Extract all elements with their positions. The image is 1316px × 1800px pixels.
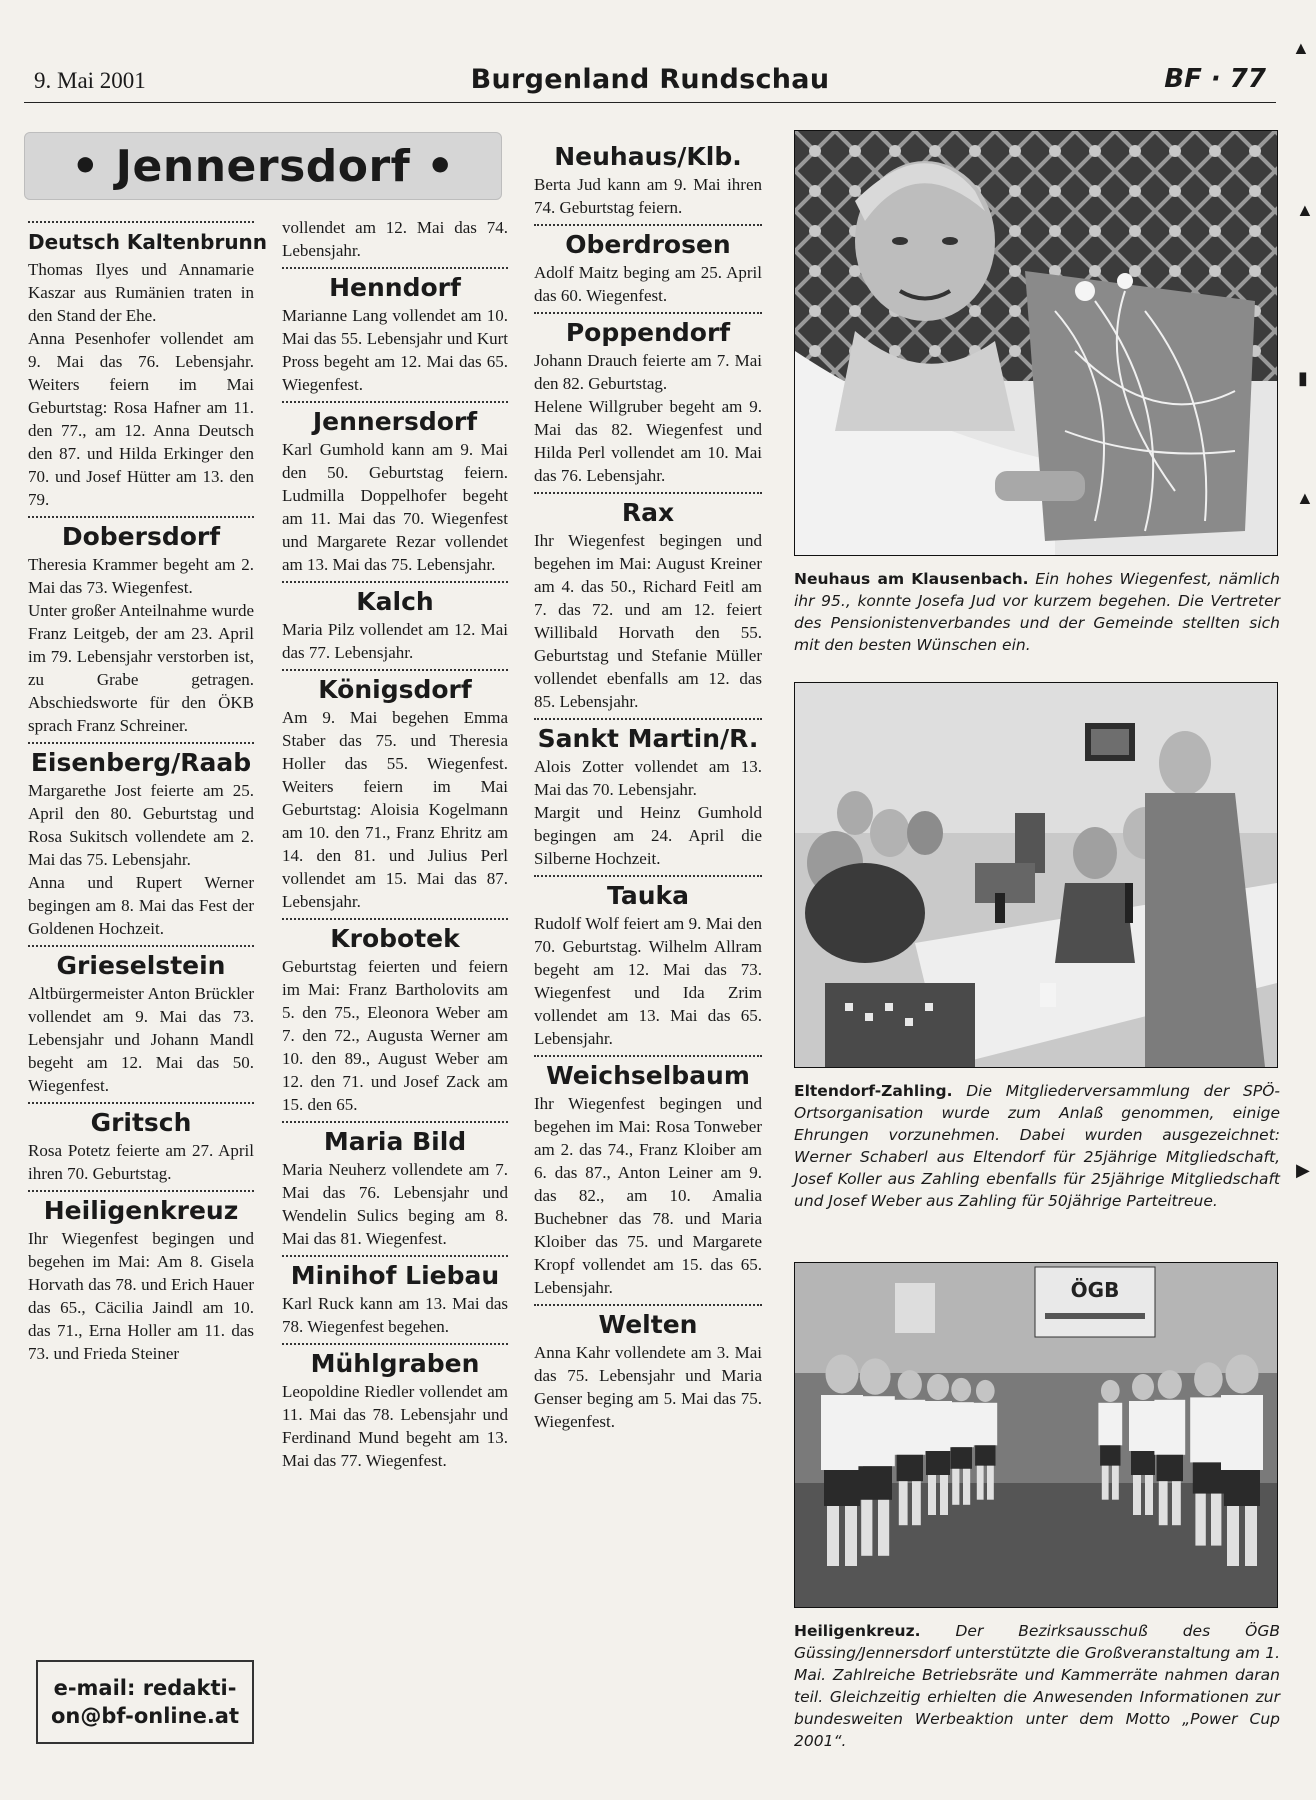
caption-heiligenkreuz-text: Der Bezirksausschuß des ÖGB Güssing/Jennersdorf unterstützte die Großveranstaltung am 1. Mai. Zahlreiche Betriebsräte und Kammerräte nahmen daran teil. Gleichzeitig erhielten die Anwesenden Informationen zur bundesweiten Werbeaktion unter dem Motto „Power Cup 2001“. [794,1622,1280,1750]
section-text: Margit und Heinz Gumhold begingen am 24. April die Silberne Hochzeit. [534,803,762,868]
section-col2 [282,669,508,913]
section-col3 [534,1055,762,1299]
section-heading: Gritsch [90,1108,192,1137]
section-col2 [282,581,508,664]
section-col2 [282,267,508,396]
section-text: Theresia Krammer begeht am 2. Mai das 73. Wiegenfest. [28,555,254,597]
photo-eltendorf [794,682,1278,1068]
section-heading: Sankt Martin/R. [537,724,759,753]
section-heading: Krobotek [330,924,460,953]
continued-text: vollendet am 12. Mai das 74. Lebensjahr. [282,218,508,260]
section-col1 [28,1190,254,1365]
section-col1 [28,742,254,940]
section-heading: Maria Bild [323,1127,467,1156]
photo-neuhaus-image [795,131,1277,555]
email-line-1: e-mail: redakti- [53,1676,237,1700]
section-banner: • Jennersdorf • [24,132,502,200]
section-text: Helene Willgruber begeht am 9. Mai das 82. Wiegenfest und Hilda Perl vollendet am 10. Mai das 76. Lebensjahr. [534,397,762,485]
section-col3 [534,142,762,219]
section-text: Berta Jud kann am 9. Mai ihren 74. Geburtstag feiern. [534,175,762,217]
section-text: Leopoldine Riedler vollendet am 11. Mai das 78. Lebensjahr und Ferdinand Mund begeht am 13. Mai das 77. Wiegenfest. [282,1382,508,1470]
email-line-2: on@bf-online.at [50,1704,240,1728]
section-text: Thomas Ilyes und Annamarie Kaszar aus Rumänien traten in den Stand der Ehe. [28,260,254,325]
section-heading: Weichselbaum [546,1061,750,1090]
sign-oegb: ÖGB [1070,1278,1120,1302]
section-heading: Deutsch Kaltenbrunn [28,230,268,254]
caption-heiligenkreuz [794,1620,1280,1752]
section-col1 [28,516,254,737]
section-heading: Mühlgraben [310,1349,480,1378]
photo-eltendorf-image [795,683,1277,1067]
caption-neuhaus-lead: Neuhaus am Klausenbach. [794,570,1029,588]
scan-mark: ▶ [1296,1160,1310,1180]
section-heading: Poppendorf [565,318,731,347]
section-col1 [28,1102,254,1185]
column-3 [534,142,762,1433]
scan-mark: ▲ [1296,488,1314,508]
caption-neuhaus-text: Ein hohes Wiegenfest, nämlich ihr 95., konnte Josefa Jud vor kurzem begehen. Die Vertreter des Pensionistenverbandes und der Gemeinde stellten sich mit den besten Wünschen ein. [794,570,1280,654]
section-col3 [534,1304,762,1433]
section-heading: Tauka [607,881,689,910]
section-heading: Welten [598,1310,698,1339]
newspaper-title: Burgenland Rundschau [470,64,830,95]
section-heading: Minihof Liebau [290,1261,500,1290]
section-heading: Heiligenkreuz [43,1196,239,1225]
caption-eltendorf-lead: Eltendorf-Zahling. [794,1082,953,1100]
section-col3 [534,312,762,487]
section-col2 [282,1255,508,1338]
caption-heiligenkreuz-lead: Heiligenkreuz. [794,1622,921,1640]
section-col3 [534,224,762,307]
section-heading: Kalch [356,587,434,616]
section-text: Anna und Rupert Werner begingen am 8. Mai das Fest der Goldenen Hochzeit. [28,873,254,938]
section-text: Am 9. Mai begehen Emma Staber das 75. und Theresia Holler das 55. Wiegenfest. Weiters feiern im Mai Geburtstag: Aloisia Kogelmann am 10. den 71., Franz Ehritz am 14. den 81. und Julius Perl vollendet am 15. Mai das 87. Lebensjahr. [282,708,508,911]
section-heading: Eisenberg/Raab [30,748,252,777]
section-heading: Neuhaus/Klb. [554,142,742,171]
section-col2 [282,401,508,576]
page-number: BF · 77 [1164,64,1266,94]
section-heading: Königsdorf [318,675,472,704]
scan-mark: ▲ [1296,200,1314,220]
caption-eltendorf-text: Die Mitgliederversammlung der SPÖ-Ortsorganisation wurde zum Anlaß genommen, einige Ehrungen vorzunehmen. Dabei wurden ausgezeichnet: Werner Schaberl aus Eltendorf für 25jährige Mitgliedschaft, Josef Koller aus Zahling ebenfalls für 25jährige Mitgliedschaft und Josef Weber aus Zahling für 50jährige Parteitreue. [794,1082,1280,1210]
section-text: Margarethe Jost feierte am 25. April den 80. Geburtstag und Rosa Sukitsch vollendete am 2. Mai das 75. Lebensjahr. [28,781,254,869]
section-text: Ihr Wiegenfest begingen und begehen im Mai: August Kreiner am 4. das 50., Richard Feitl am 7. das 72. und am 12. feiert Willibald Horvath den 55. Geburtstag und Stefanie Müller vollendet ebenfalls am 12. das 85. Lebensjahr. [534,531,762,711]
photo-neuhaus [794,130,1278,556]
section-text: Ihr Wiegenfest begingen und begehen im Mai: Rosa Tonweber am 2. das 74., Franz Kloiber am 6. das 87., Anton Leiner am 9. das 82., am 10. Amalia Buchebner das 78. und Maria Kloiber das 75. und Margarete Kropf vollendet am 15. das 65. Lebensjahr. [534,1094,762,1297]
section-col3 [534,492,762,713]
section-text: Marianne Lang vollendet am 10. Mai das 55. Lebensjahr und Kurt Pross begeht am 12. Mai das 65. Wiegenfest. [282,306,508,394]
section-col2 [282,1121,508,1250]
section-text: Johann Drauch feierte am 7. Mai den 82. Geburtstag. [534,351,762,393]
section-text: Unter großer Anteilnahme wurde Franz Leitgeb, der am 23. April im 79. Lebensjahr verstorben ist, zu Grabe getragen. Abschiedsworte für den ÖKB sprach Franz Schreiner. [28,601,254,735]
section-text: Rudolf Wolf feiert am 9. Mai den 70. Geburtstag. Wilhelm Allram begeht am 12. Mai das 73. Wiegenfest und Ida Zrim vollendet am 13. Mai das 65. Lebensjahr. [534,914,762,1048]
section-text: Geburtstag feierten und feiern im Mai: Franz Bartholovits am 5. den 75., Eleonora Weber am 7. den 72., Augusta Werner am 10. den 89., August Weber am 12. den 71. und Josef Zack am 15. den 65. [282,957,508,1114]
section-text: Adolf Maitz beging am 25. April das 60. Wiegenfest. [534,263,762,305]
section-col2 [282,1343,508,1472]
section-text: Karl Gumhold kann am 9. Mai den 50. Geburtstag feiern. Ludmilla Doppelhofer begeht am 11. Mai das 70. Wiegenfest und Margarete Rezar vollendet am 13. Mai das 75. Lebensjahr. [282,440,508,574]
caption-eltendorf [794,1080,1280,1212]
section-text: Ihr Wiegenfest begingen und begehen im Mai: Am 8. Gisela Horvath das 78. und Erich Hauer das 65., Cäcilia Jaindl am 10. das 71., Erna Holler am 11. das 73. und Frieda Steiner [28,1229,254,1363]
section-col3 [534,718,762,870]
section-heading: Grieselstein [56,951,226,980]
section-text: Alois Zotter vollendet am 13. Mai das 70. Lebensjahr. [534,757,762,799]
caption-neuhaus [794,568,1280,656]
section-heading: Dobersdorf [61,522,221,551]
issue-date: 9. Mai 2001 [34,68,146,93]
section-text: Maria Neuherz vollendete am 7. Mai das 76. Lebensjahr und Wendelin Sulics beging am 8. Mai das 81. Wiegenfest. [282,1160,508,1248]
section-text: Altbürgermeister Anton Brückler vollendet am 9. Mai das 73. Lebensjahr und Johann Mandl begeht am 12. Mai das 50. Wiegenfest. [28,984,254,1095]
section-text: Karl Ruck kann am 13. Mai das 78. Wiegenfest begehen. [282,1294,508,1336]
section-heading: Rax [621,498,675,527]
section-heading: Henndorf [329,273,461,302]
section-text: Anna Kahr vollendete am 3. Mai das 75. Lebensjahr und Maria Genser beging am 5. Mai das 75. Wiegenfest. [534,1343,762,1431]
section-text: Maria Pilz vollendet am 12. Mai das 77. Lebensjahr. [282,620,508,662]
section-heading: Jennersdorf [312,407,478,436]
section-col3 [534,875,762,1050]
section-text: Anna Pesenhofer vollendet am 9. Mai das 76. Lebensjahr. Weiters feiern im Mai Geburtstag: Rosa Hafner am 11. den 77., am 12. Anna Deutsch den 87. und Hilda Erkinger den 70. und Josef Hütter am 13. den 79. [28,329,254,509]
section-text: Rosa Potetz feierte am 27. April ihren 70. Geburtstag. [28,1141,254,1183]
section-col2 [282,918,508,1116]
section-col1 [28,221,268,511]
email-box [36,1660,254,1744]
column-2 [282,216,508,1472]
scan-mark: ▲ [1292,38,1310,58]
section-col1 [28,945,254,1097]
photo-heiligenkreuz [794,1262,1278,1608]
column-1 [28,216,268,1365]
scan-mark: ▮ [1298,368,1308,388]
photo-heiligenkreuz-image [795,1263,1277,1607]
page-header [24,62,1276,103]
section-heading: Oberdrosen [565,230,731,259]
